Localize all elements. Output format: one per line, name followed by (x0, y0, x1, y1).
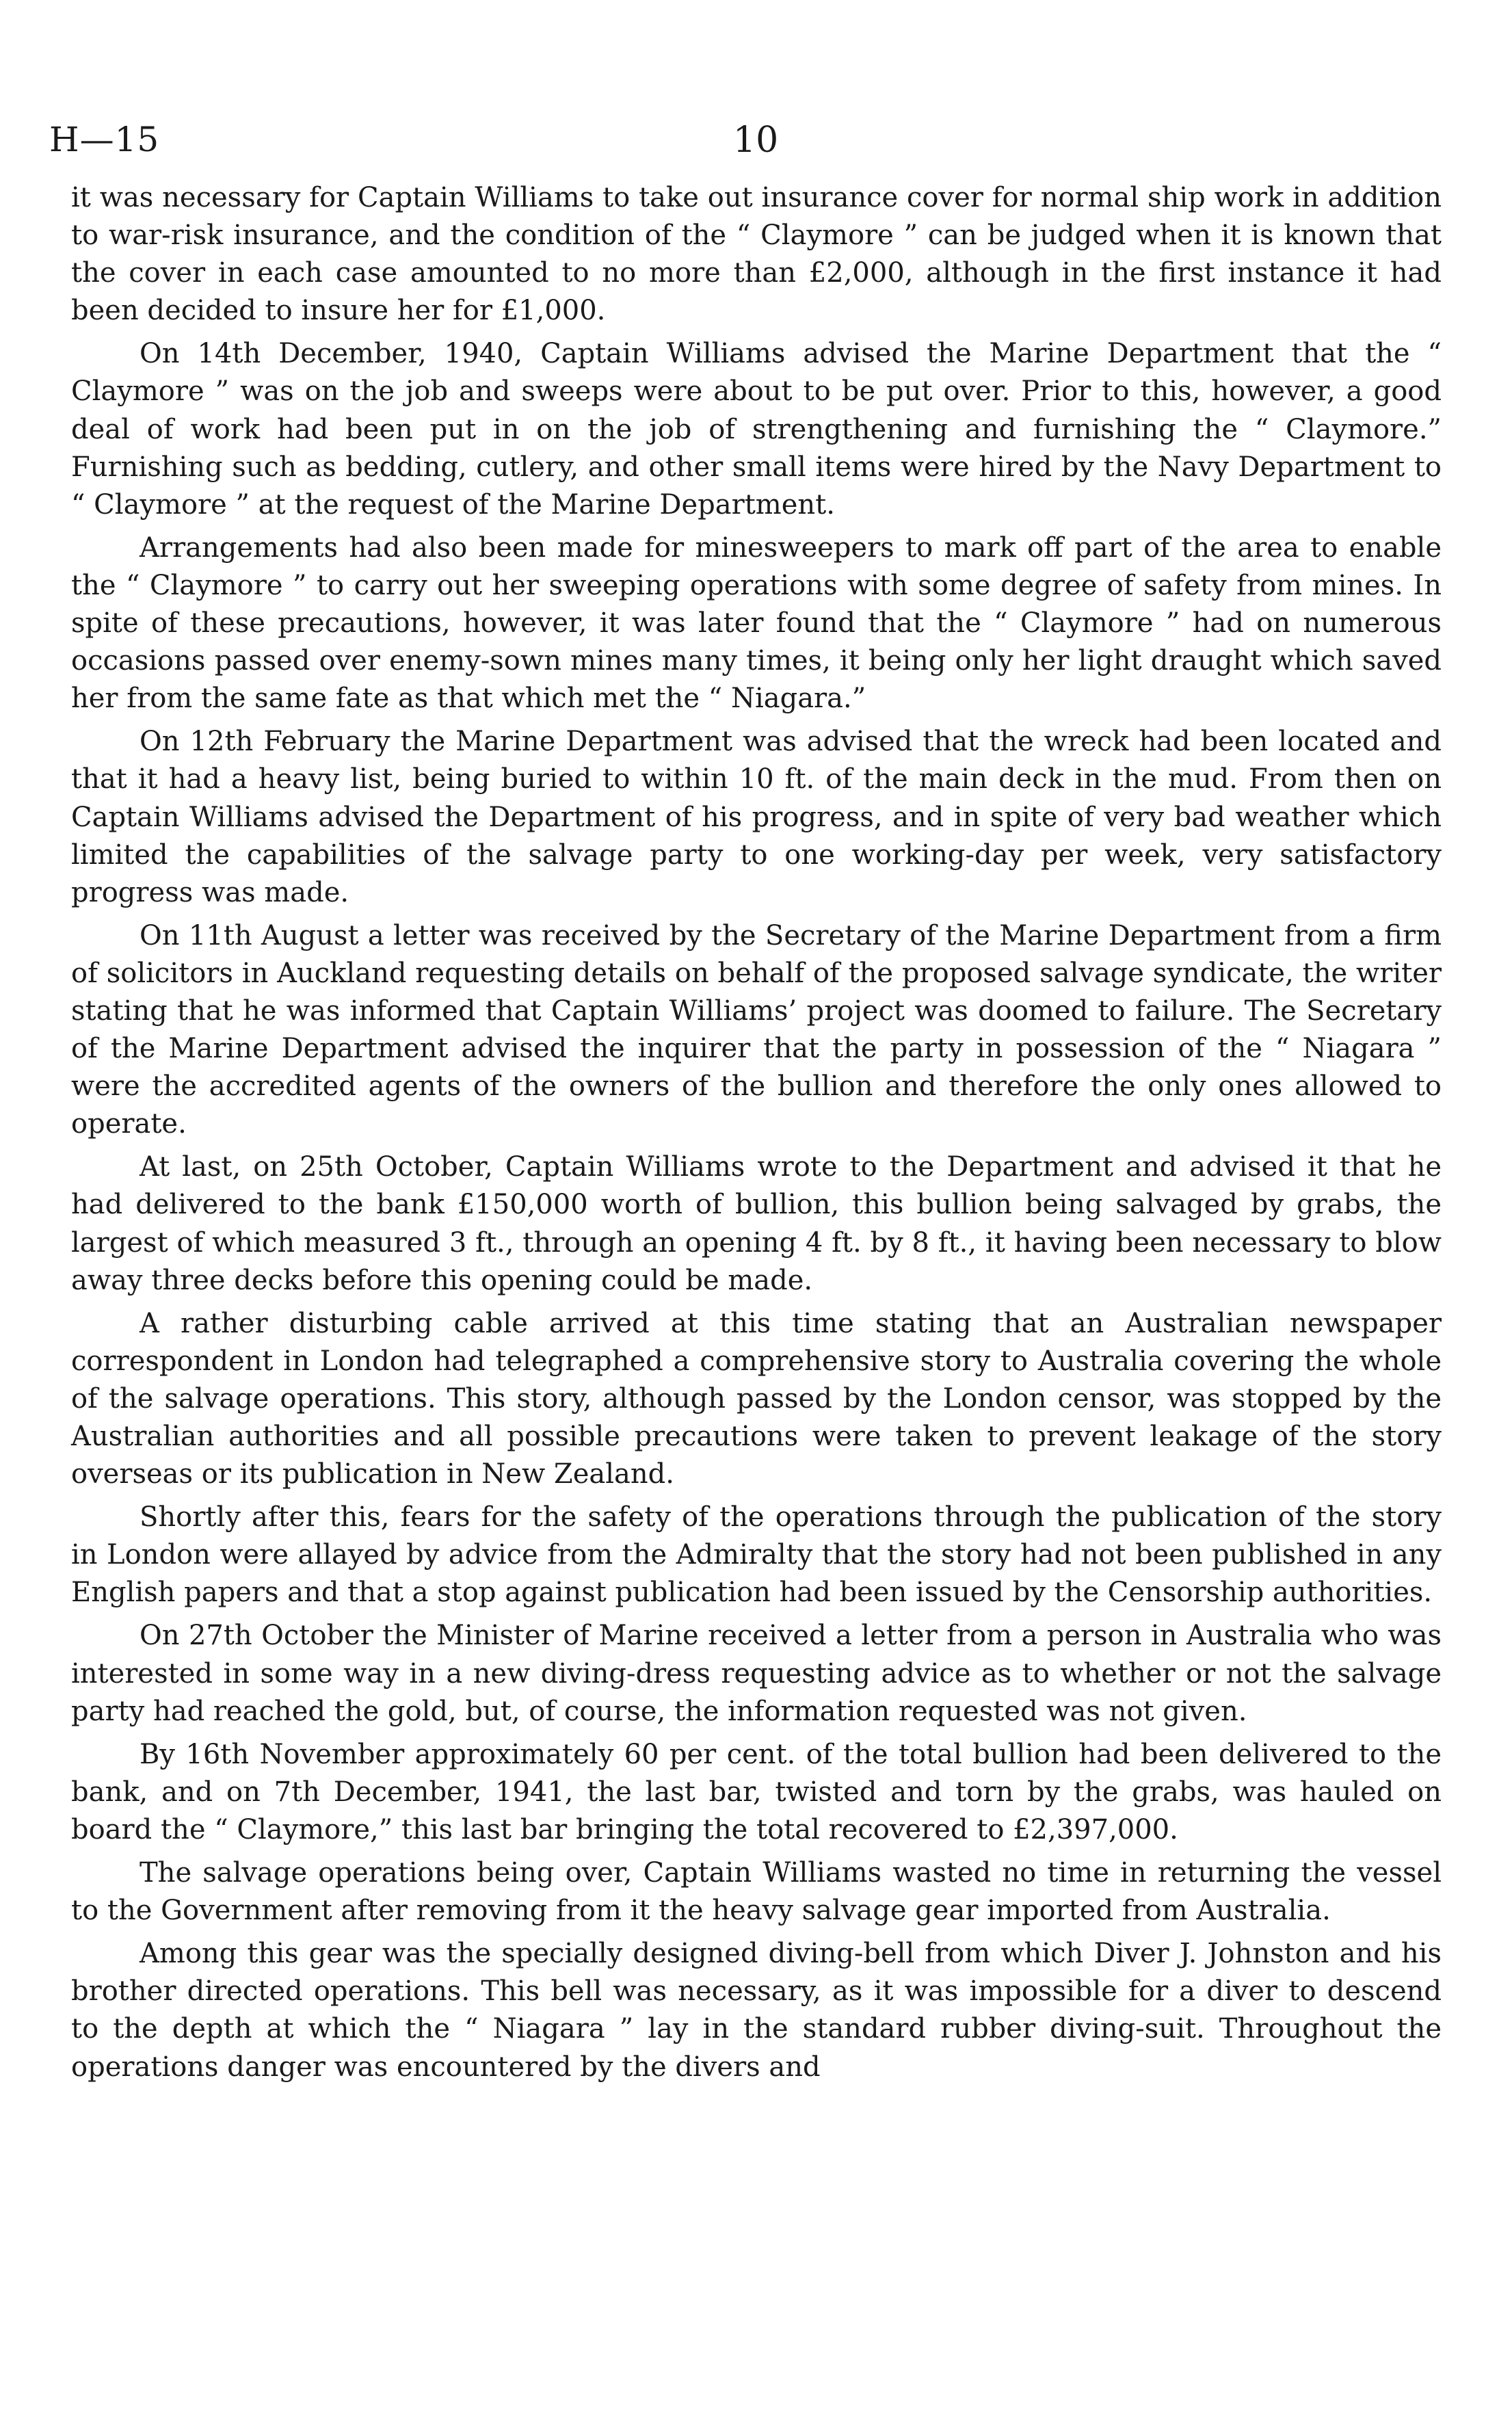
paragraph-minesweepers: Arrangements had also been made for minesweepers to mark off part of the area to enable the “ Claymore ” to carry out her sweeping operations with some degree of safety from mines. In spite of these precautions, however, it was later found that the “ Claymore ” had on numerous occasions passed over enemy-sown mines many times, it being only her light draught which saved her from the same fate as that which met the “ Niagara.” (71, 531, 1442, 715)
paragraph-wreck-located: On 12th February the Marine Department was advised that the wreck had been located and that it had a heavy list, being buried to within 10 ft. of the main deck in the mud. From then on Captain Williams advised the Department of his progress, and in spite of very bad weather which limited the capabilities of the salvage party to one working-day per week, very satisfactory progress was made. (71, 726, 1442, 908)
paragraph-vessel-returned: The salvage operations being over, Captain Williams wasted no time in returning the vessel to the Government after removing from it the heavy salvage gear imported from Australia. (71, 1857, 1442, 1927)
paragraph-minister-letter: On 27th October the Minister of Marine received a letter from a person in Australia who was interested in some way in a new diving-dress requesting advice as to whether or not the salvage party had reached the gold, but, of course, the information requested was not given. (71, 1620, 1442, 1727)
paragraph-insurance: it was necessary for Captain Williams to take out insurance cover for normal ship work in addition to war-risk insurance, and the condition of the “ Claymore ” can be judged when it is known that the cover in each case amounted to no more than £2,000, although in the first instance it had been decided to insure her for £1,000. (71, 182, 1442, 327)
paragraph-claymore-on-job: On 14th December, 1940, Captain Williams advised the Marine Department that the “ Claymore ” was on the job and sweeps were about to be put over. Prior to this, however, a good deal of work had been put in on the job of strengthening and furnishing the “ Claymore.” Furnishing such as bedding, cutlery, and other small items were hired by the Navy Department to “ Claymore ” at the request of the Marine Department. (71, 338, 1442, 521)
paragraph-first-bullion: At last, on 25th October, Captain Williams wrote to the Department and advised it that he had delivered to the bank £150,000 worth of bullion, this bullion being salvaged by grabs, the largest of which measured 3 ft., through an opening 4 ft. by 8 ft., it having been necessary to blow away three decks before this opening could be made. (71, 1151, 1442, 1296)
paragraph-solicitors-letter: On 11th August a letter was received by the Secretary of the Marine Department from a firm of solicitors in Auckland requesting details on behalf of the proposed salvage syndicate, the writer stating that he was informed that Captain Williams’ project was doomed to failure. The Secretary of the Marine Department advised the inquirer that the party in possession of the “ Niagara ” were the accredited agents of the owners of the bullion and therefore the only ones allowed to operate. (71, 919, 1442, 1140)
paragraph-admiralty-advice: Shortly after this, fears for the safety of the operations through the publication of the story in London were allayed by advice from the Admiralty that the story had not been published in any English papers and that a stop against publication had been issued by the Censorship authorities. (71, 1501, 1442, 1609)
document-reference: H—15 (49, 120, 160, 159)
page-number: 10 (733, 120, 779, 161)
paragraph-cable: A rather disturbing cable arrived at this time stating that an Australian newspaper correspondent in London had telegraphed a comprehensive story to Australia covering the whole of the salvage operations. This story, although passed by the London censor, was stopped by the Australian authorities and all possible precautions were taken to prevent leakage of the story overseas or its publication in New Zealand. (71, 1307, 1442, 1490)
paragraph-diving-bell: Among this gear was the specially designed diving-bell from which Diver J. Johnston and his brother directed operations. This bell was necessary, as it was impossible for a diver to descend to the depth at which the “ Niagara ” lay in the standard rubber diving-suit. Throughout the operations danger was encountered by the divers and (71, 1938, 1442, 2083)
body-text (71, 179, 1442, 2092)
page-header (49, 120, 1463, 168)
paragraph-last-bar: By 16th November approximately 60 per cent. of the total bullion had been delivered to the bank, and on 7th December, 1941, the last bar, twisted and torn by the grabs, was hauled on board the “ Claymore,” this last bar bringing the total recovered to £2,397,000. (71, 1738, 1442, 1845)
